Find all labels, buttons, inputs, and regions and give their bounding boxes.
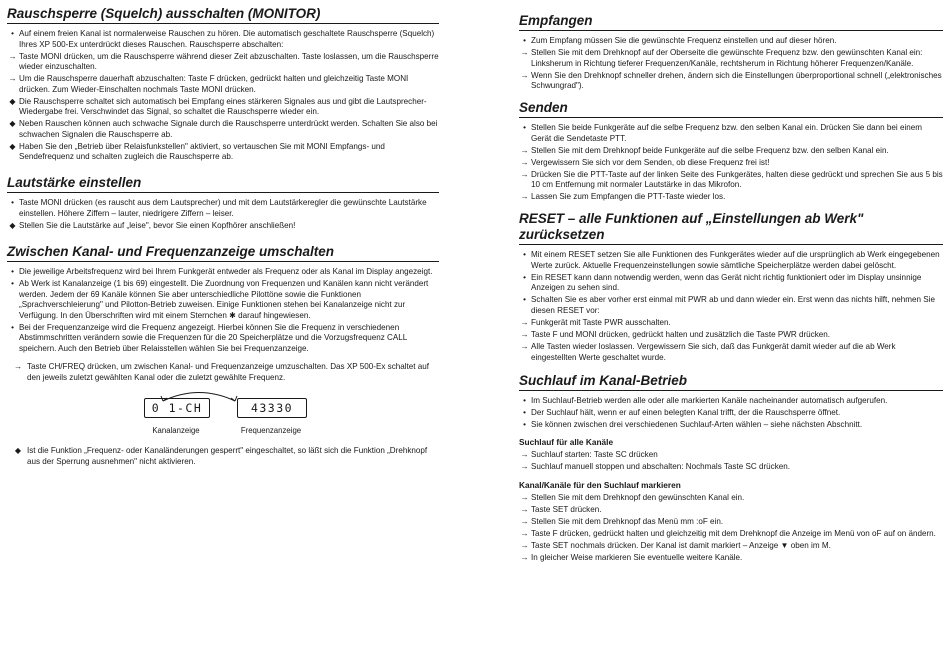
list-item: → Taste F und MONI drücken, gedrückt halten und zusätzlich die Taste PWR drücken.	[520, 329, 831, 339]
list-item: → Taste MONI drücken, um die Rauschsperre während dieser Zeit abzuschalten. Taste loslassen, um die Rauschsperre wieder einzuschalten.	[8, 51, 439, 72]
section-title-receive: Empfangen	[519, 13, 943, 31]
list-item: → Alle Tasten wieder loslassen. Vergewissern Sie sich, daß das Funkgerät damit wieder auf die ab Werk eingestellten Werte geschaltet wurde.	[520, 341, 896, 362]
display-illustration	[7, 388, 439, 444]
transmit-list	[519, 123, 943, 203]
list-item: • Bei der Frequenzanzeige wird die Frequenz angezeigt. Hierbei können Sie die Frequenz in verschiedenen Abstimmschritten verändern sowie die Frequenzen für die 20 Speicherplätze und die Vorzugsfrequenz CALL speichern. Auch den Betrieb über Relaisstellen wählen Sie bei Frequenzanzeige.	[11, 322, 407, 353]
subheading-scan-all: Suchlauf für alle Kanäle	[519, 437, 614, 448]
receive-list	[519, 36, 943, 92]
list-item: → Wenn Sie den Drehknopf schneller drehen, ändern sich die Einstellungen überproportional schnell („elektronisches Schwungrad").	[520, 70, 942, 91]
list-item: → Suchlauf manuell stoppen und abschalten: Nochmals Taste SC drücken.	[520, 462, 791, 472]
scan-list	[519, 396, 943, 431]
list-item: • Stellen Sie beide Funkgeräte auf die selbe Frequenz bzw. den selben Kanal ein. Drücken Sie dann bei einem Gerät die Sendetaste PTT.	[523, 123, 923, 143]
list-item: ◆ Stellen Sie die Lautstärke auf „leise", bevor Sie einen Kopfhörer anschließen!	[9, 221, 296, 231]
list-item: • Zum Empfang müssen Sie die gewünschte Frequenz einstellen und auf dieser hören.	[523, 36, 837, 45]
section-title-transmit: Senden	[519, 100, 943, 118]
list-item: • Ab Werk ist Kanalanzeige (1 bis 69) eingestellt. Die Zuordnung von Frequenzen und Kanälen kann nicht verändert werden. Jedem der 69 Kanäle können Sie aber unterschiedliche Pilottöne sowie die Funktionen „Sprachverschleierung" und Pilotton-Betrieb zuweisen. Einige Funktionen stehen bei Kanalanzeige nicht zur Verfügung. In den Überschriften wird mit einem Sternchen ✱ darauf hingewiesen.	[11, 279, 429, 320]
list-item: • Auf einem freien Kanal ist normalerweise Rauschen zu hören. Die automatisch geschaltete Rauschsperre (Squelch) Ihres XP 500-Ex unterdrückt dieses Rauschen. Rauschsperre abschalten:	[11, 29, 435, 49]
reset-list	[519, 250, 943, 363]
list-item: • Der Suchlauf hält, wenn er auf einen belegten Kanal trifft, der die Rauschsperre öffnet.	[523, 407, 841, 417]
list-item: • Im Suchlauf-Betrieb werden alle oder alle markierten Kanäle nacheinander automatisch aufgerufen.	[523, 395, 888, 405]
squelch-list	[7, 29, 439, 163]
list-item: ◆ Neben Rauschen können auch schwache Signale durch die Rauschsperre unterdrückt werden. Schalten Sie also bei schwachen Signalen die Rauschsperre ab.	[9, 119, 438, 139]
caption-channel: Kanalanzeige	[152, 426, 200, 436]
section-title-display-mode: Zwischen Kanal- und Frequenzanzeige umschalten	[7, 244, 439, 262]
list-item: → Stellen Sie mit dem Drehknopf das Menü mm :oF ein.	[520, 516, 724, 526]
list-item: → Stellen Sie mit dem Drehknopf beide Funkgeräte auf die selbe Frequenz bzw. den selben Kanal ein.	[520, 145, 889, 155]
subheading-mark-channels: Kanal/Kanäle für den Suchlauf markieren	[519, 479, 681, 490]
list-item: → Stellen Sie mit dem Drehknopf auf der Oberseite die gewünschte Frequenz bzw. den gewünschten Kanal ein: Linksherum in Richtung tieferer Frequenzen/Kanäle, rechtsherum in Richtung höherer Frequenzen/Kanäle.	[520, 47, 923, 68]
left-column	[7, 0, 439, 469]
list-item: • Taste MONI drücken (es rauscht aus dem Lautsprecher) und mit dem Lautstärkeregler die gewünschte Lautstärke einstellen. Höhere Ziffern – lauter, niedrigere Ziffern – leiser.	[11, 198, 427, 219]
right-column	[519, 0, 943, 565]
volume-list	[7, 198, 439, 231]
list-item: → Taste CH/FREQ drücken, um zwischen Kanal- und Frequenzanzeige umzuschalten. Das XP 500-Ex schaltet auf den jeweils zuletzt gewählten Kanal oder die zuletzt gewählte Frequenz.	[13, 361, 430, 382]
list-item: → Drücken Sie die PTT-Taste auf der linken Seite des Funkgerätes, halten diese gedrückt und sprechen Sie aus 5 bis 10 cm Entfernung mit normaler Lautstärke in das Mikrofon.	[520, 169, 943, 190]
list-item: → Taste SET nochmals drücken. Der Kanal ist damit markiert – Anzeige ▼ oben im M.	[520, 540, 831, 550]
lcd-frequency-display: 43330	[237, 398, 307, 418]
section-title-volume: Lautstärke einstellen	[7, 175, 439, 193]
list-item: • Schalten Sie es aber vorher erst einmal mit PWR ab und dann wieder ein. Erst wenn das nichts hilft, nehmen Sie diesen RESET vor:	[523, 295, 935, 315]
list-item: → Suchlauf starten: Taste SC drücken	[520, 450, 658, 460]
caption-frequency: Frequenzanzeige	[240, 426, 302, 436]
list-item: • Mit einem RESET setzen Sie alle Funktionen des Funkgerätes wieder auf die ursprünglich ab Werk eingegebenen Werte zurück. Aktuelle Frequenzeinstellungen sowie sämtliche Speicherplätze werden dabei gelöscht.	[523, 250, 940, 270]
list-item: → In gleicher Weise markieren Sie eventuelle weitere Kanäle.	[520, 552, 743, 562]
scan-all-list	[519, 450, 943, 473]
list-item: → Stellen Sie mit dem Drehknopf den gewünschten Kanal ein.	[520, 492, 745, 502]
section-title-scan: Suchlauf im Kanal-Betrieb	[519, 373, 943, 391]
list-item: → Lassen Sie zum Empfangen die PTT-Taste wieder los.	[520, 192, 726, 202]
lcd-channel-display: 0 1-CH	[144, 398, 210, 418]
list-item: • Sie können zwischen drei verschiedenen Suchlauf-Arten wählen – siehe nächsten Abschnitt.	[523, 419, 863, 429]
mark-channels-list	[519, 493, 943, 564]
list-item: → Taste F drücken, gedrückt halten und gleichzeitig mit dem Drehknopf die Anzeige im Menü von oF auf on ändern.	[520, 528, 936, 538]
section-title-squelch: Rauschsperre (Squelch) ausschalten (MONITOR)	[7, 6, 439, 24]
list-item: → Taste SET drücken.	[520, 504, 602, 514]
list-item: ◆ Ist die Funktion „Frequenz- oder Kanaländerungen gesperrt" eingeschaltet, so läßt sich die Funktion „Drehknopf aus der Sperrung ausnehmen" nicht aktivieren.	[14, 446, 428, 466]
list-item: → Um die Rauschsperre dauerhaft abzuschalten: Taste F drücken, gedrückt halten und gleichzeitig Taste MONI drücken. Zum Wieder-Einschalten nochmals Taste MONI drücken.	[8, 74, 409, 94]
list-item: • Die jeweilige Arbeitsfrequenz wird bei Ihrem Funkgerät entweder als Frequenz oder als Kanal im Display angezeigt.	[11, 267, 433, 277]
section-title-reset: RESET – alle Funktionen auf „Einstellungen ab Werk" zurücksetzen	[519, 211, 943, 245]
display-mode-list	[7, 267, 439, 383]
list-item: → Vergewissern Sie sich vor dem Senden, ob diese Frequenz frei ist!	[520, 157, 770, 167]
list-item: → Funkgerät mit Taste PWR ausschalten.	[520, 317, 671, 327]
list-item: ◆ Haben Sie den „Betrieb über Relaisfunkstellen" aktiviert, so vertauschen Sie mit MONI Empfangs- und Sendefrequenz und schalten zugleich die Rauschsperre ab.	[9, 141, 385, 162]
list-item: ◆ Die Rauschsperre schaltet sich automatisch bei Empfang eines stärkeren Signales aus und gibt die Lautsprecher-Wiedergabe frei. Verschwindet das Signal, so schaltet die Rauschsperre wieder ein.	[9, 96, 427, 117]
list-item: • Ein RESET kann dann notwendig werden, wenn das Gerät nicht richtig funktioniert oder im Display unsinnige Anzeigen zu sehen sind.	[523, 272, 922, 293]
